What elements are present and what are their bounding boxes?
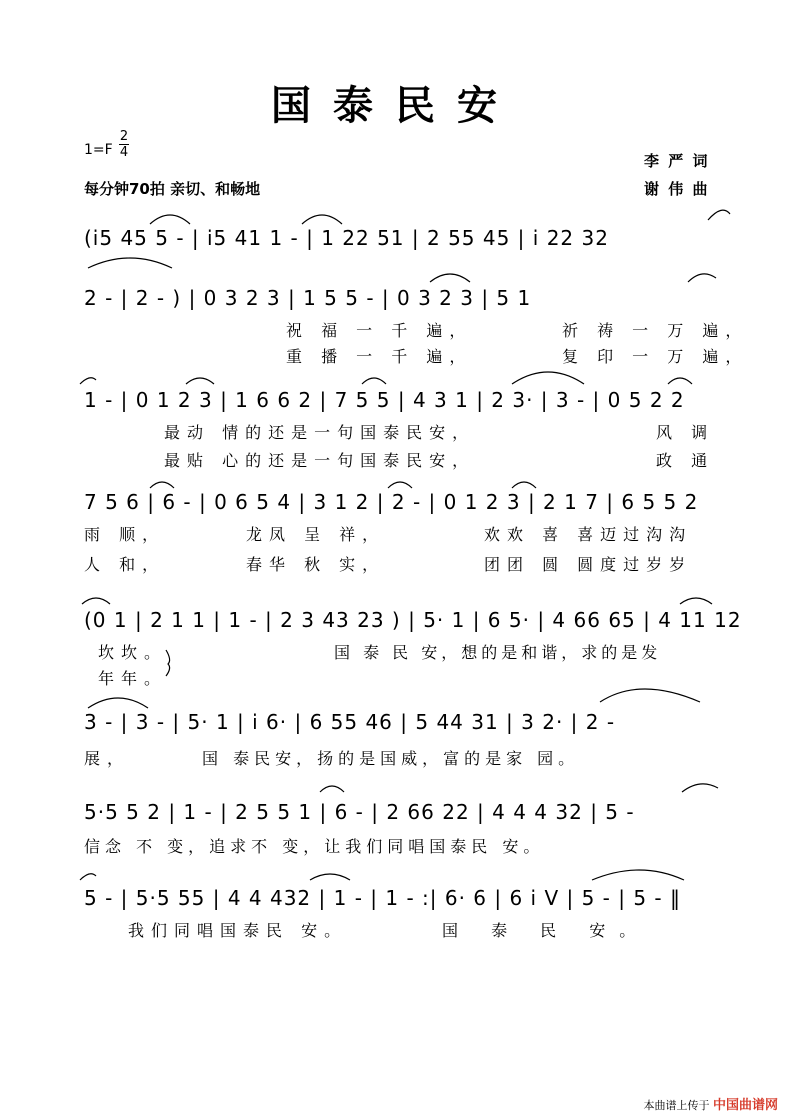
lyric-text: 信念 不 变，追求不 变，让我们同唱国泰民 安。 (84, 837, 545, 856)
time-sig-top: 2 (119, 129, 129, 144)
lyric-text: 政 通 (656, 451, 715, 470)
page-title: 国泰民安 (271, 82, 519, 129)
notation-text: (i5 45 5 - | i5 41 1 - | 1 22 51 | 2 55 45 | i 22 32 (84, 226, 609, 250)
time-sig-bottom: 4 (119, 145, 129, 160)
lyric-text: 年年。 (98, 669, 168, 688)
composer-credit: 谢 伟 曲 (644, 180, 710, 198)
site-logo: 中国曲谱网 (712, 1098, 778, 1113)
notation-text: (0 1 | 2 1 1 | 1 - | 2 3 43 23 ) | 5· 1 | 6 5· | 4 66 65 | 4 11 12 (84, 608, 742, 632)
footer-credit (643, 1094, 778, 1113)
footer-text: 本曲谱上传于 (643, 1099, 710, 1112)
lyric-text: 展， (84, 749, 131, 768)
lyric-text: 龙凤 呈 祥， (246, 525, 386, 544)
music-line-8 (0, 886, 790, 926)
lyric-text: 春华 秋 实， (246, 555, 386, 574)
notation-text: 5 - | 5·5 55 | 4 4 432 | 1 - | 1 - :| 6· 6 | 6 i V | 5 - | 5 - ‖ (84, 886, 682, 910)
lyric-text: 祈 祷 一 万 遍， (562, 321, 749, 340)
lyric-text: 国 泰 民 安。 (442, 921, 650, 940)
notation-text: 5·5 5 2 | 1 - | 2 5 5 1 | 6 - | 2 66 22 | 4 4 4 32 | 5 - (84, 800, 635, 824)
lyric-text: 人 和， (84, 555, 166, 574)
music-line-1 (0, 226, 790, 266)
time-signature (119, 130, 129, 159)
notation-text: 1 - | 0 1 2 3 | 1 6 6 2 | 7 5 5 | 4 3 1 | 2 3· | 3 - | 0 5 2 2 (84, 388, 685, 412)
notation-text: 7 5 6 | 6 - | 0 6 5 4 | 3 1 2 | 2 - | 0 1 2 3 | 2 1 7 | 6 5 5 2 (84, 490, 699, 514)
lyric-text: 坎坎。 (98, 643, 168, 662)
key-signature: 1=F (84, 142, 113, 158)
lyric-text: 我们同唱国泰民 安。 (128, 921, 348, 940)
lyric-text: 最贴 心的还是一句国泰民安， (164, 451, 476, 470)
lyric-text: 祝 福 一 千 遍， (286, 321, 473, 340)
lyric-text: 国 泰 民 安，想的是和谐，求的是发 (334, 643, 662, 662)
notation-text: 3 - | 3 - | 5· 1 | i 6· | 6 55 46 | 5 44 31 | 3 2· | 2 - (84, 710, 616, 734)
lyric-text: 复 印 一 万 遍， (562, 347, 749, 366)
lyric-text: 最动 情的还是一句国泰民安， (164, 423, 476, 442)
lyric-text: 雨 顺， (84, 525, 166, 544)
notation-text: 2 - | 2 - ) | 0 3 2 3 | 1 5 5 - | 0 3 2 3 | 5 1 (84, 286, 532, 310)
lyricist-credit: 李 严 词 (644, 152, 710, 170)
tempo-marking: 每分钟70拍 亲切、和畅地 (84, 180, 261, 198)
music-line-6 (0, 710, 790, 750)
lyric-text: 国 泰民安，扬的是国威，富的是家 园。 (202, 749, 580, 768)
lyric-text: 欢欢 喜 喜迈过沟沟 (484, 525, 693, 544)
lyric-text: 风 调 (656, 423, 715, 442)
lyric-text: 团团 圆 圆度过岁岁 (484, 555, 693, 574)
lyric-text: 重 播 一 千 遍， (286, 347, 473, 366)
